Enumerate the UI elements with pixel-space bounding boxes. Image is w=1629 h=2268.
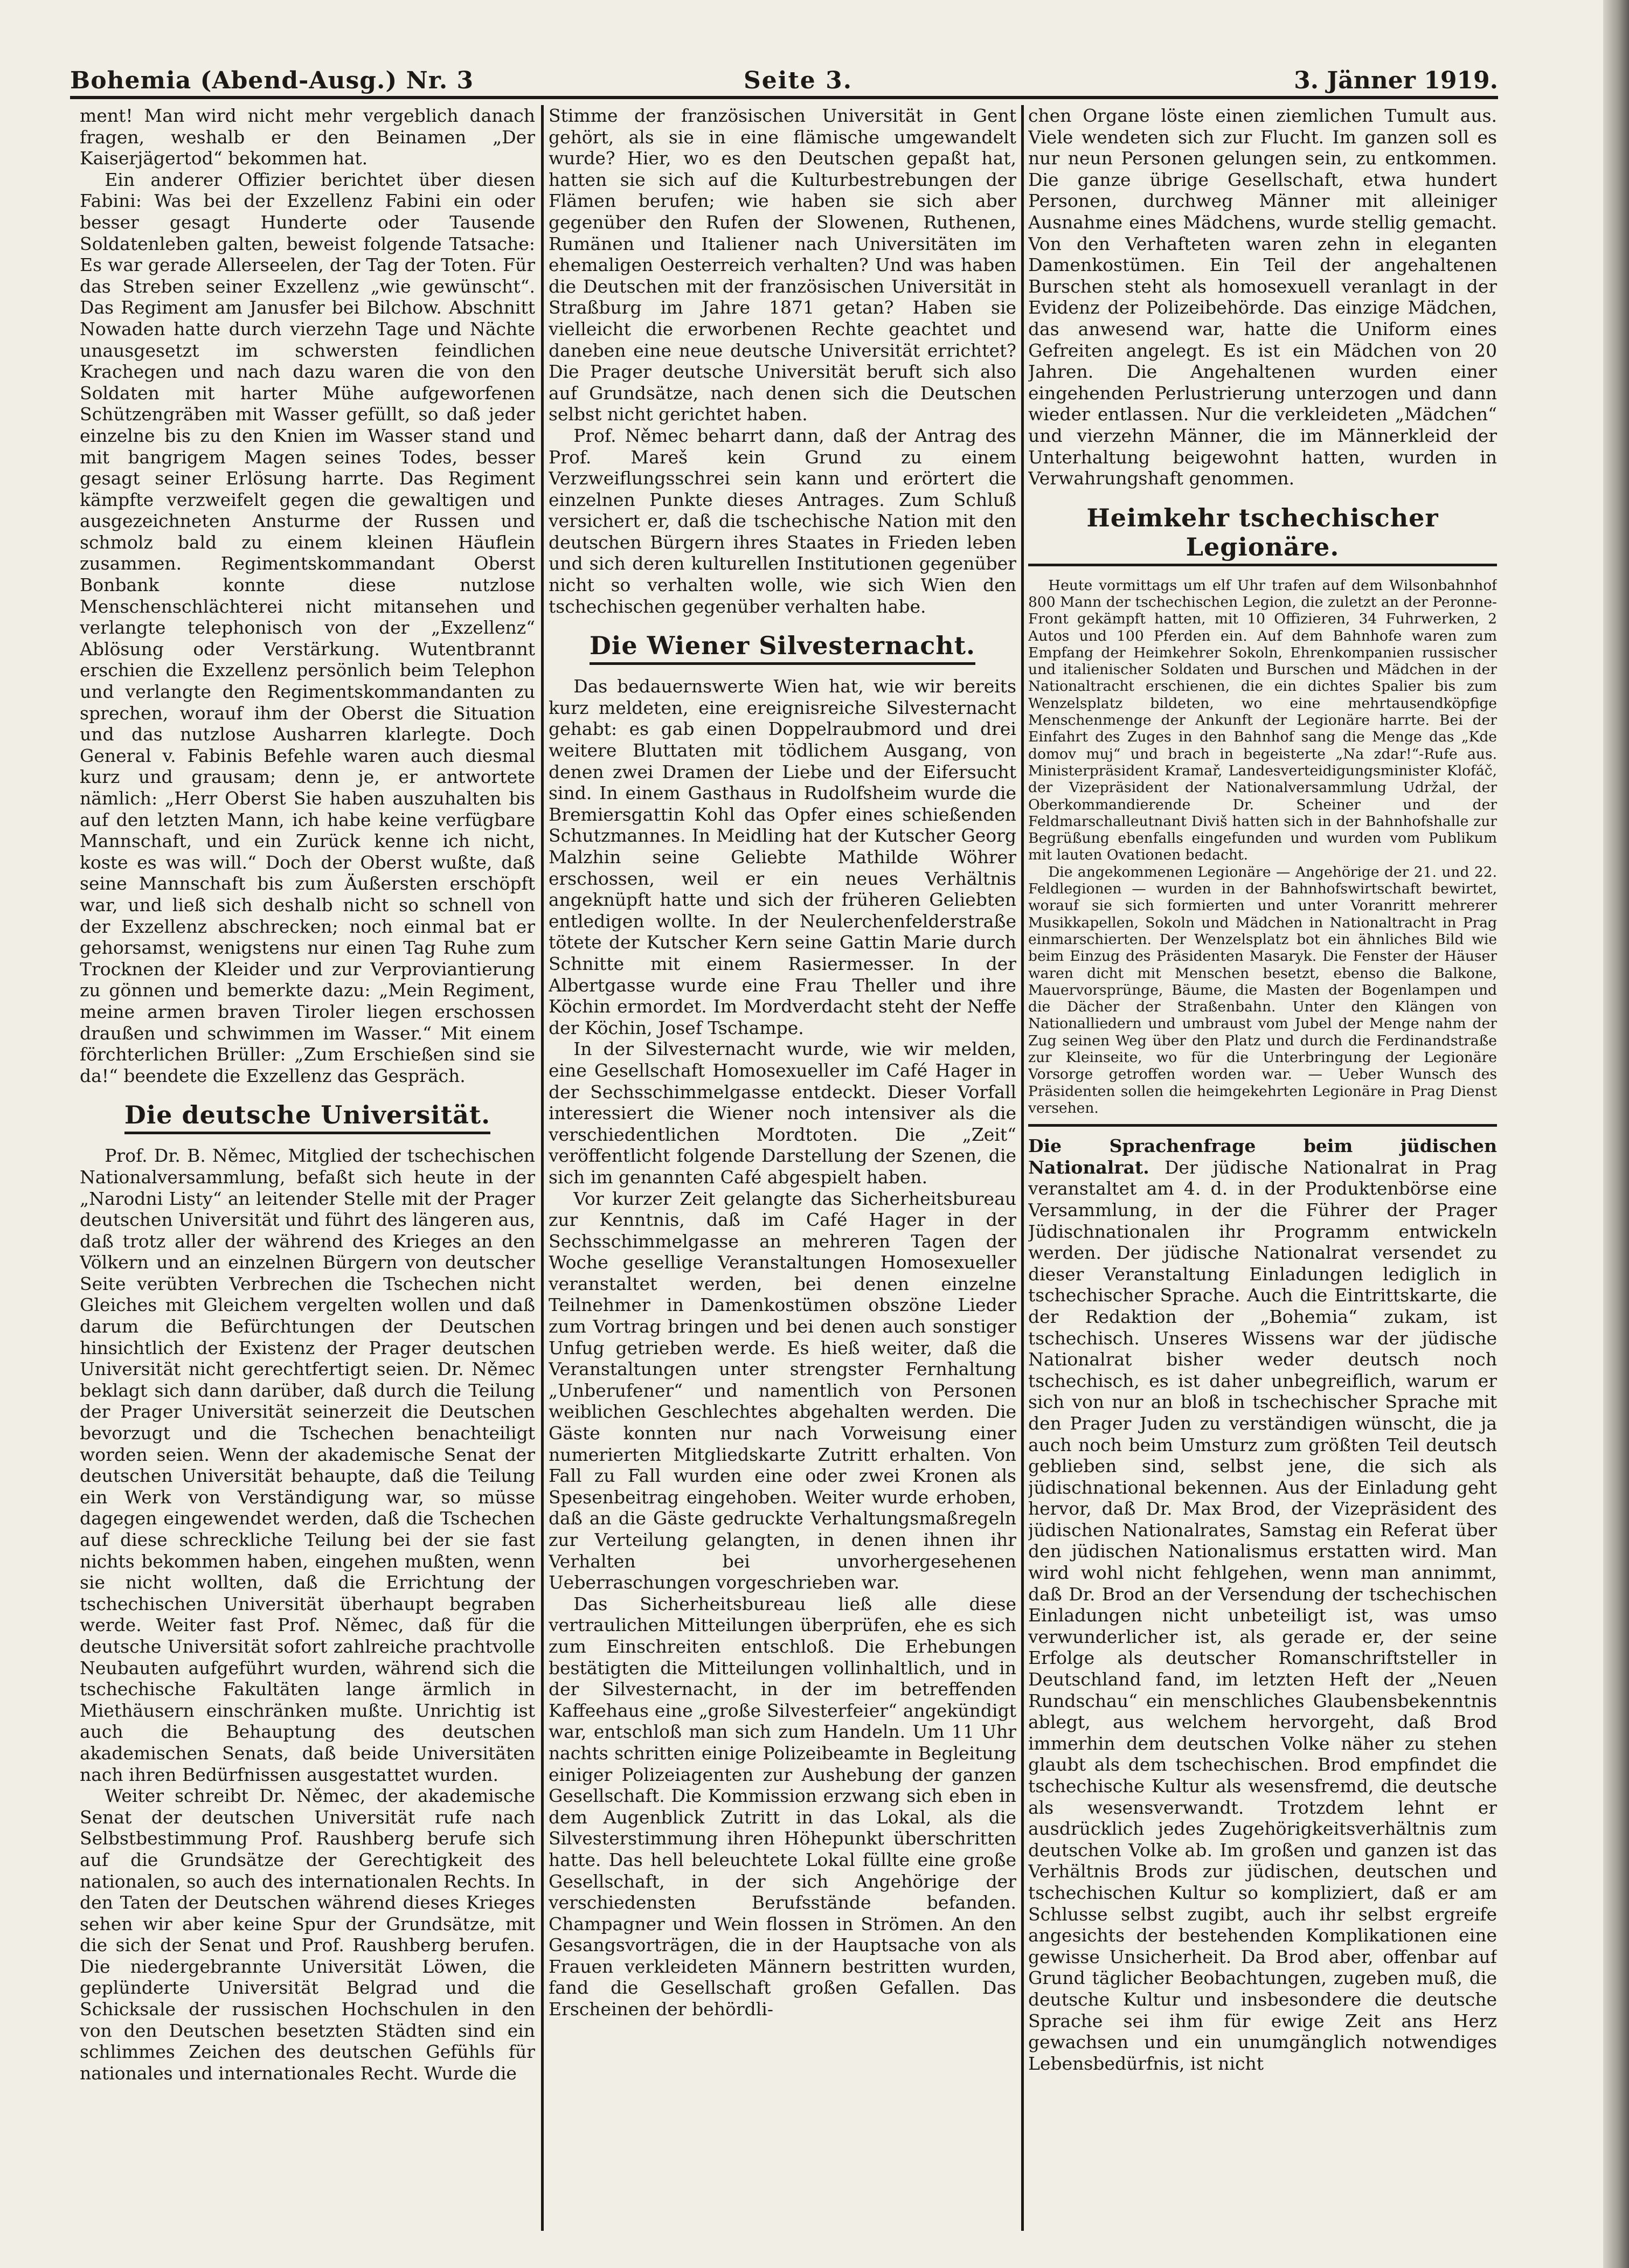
article-continuation: Stimme der französischen Universität in Gent gehört, als sie in eine flämische umgewandelt wurde? Hier, wo es den Deutschen gepaßt hat, hatten sie sich auf die Kulturbestrebungen der Flämen berufen; wie haben sie sich aber gegenüber den Rufen der Slowenen, Ruthenen, Rumänen und Italiener nach Universitäten im ehemaligen Oesterreich verhalten? Und was haben die Deutschen mit der französischen Universität in Straßburg im Jahre 1871 getan? Haben sie vielleicht die erworbenen Rechte geachtet und daneben eine neue deutsche Universität errichtet? Die Prager deutsche Universität beruft sich also auf Grundsätze, nach denen sich die Deutschen selbst nicht gerichtet haben. [549, 105, 1016, 425]
article-paragraph: Das bedauernswerte Wien hat, wie wir bereits kurz meldeten, eine ereignisreiche Silvesternacht gehabt: es gab einen Doppelraubmord und drei weitere Bluttaten mit tödlichem Ausgang, von denen zwei Dramen der Liebe und der Eifersucht sind. In einem Gasthaus in Rudolfsheim wurde die Bremiersgattin Kohl das Opfer eines schießenden Schutzmannes. In Meidling hat der Kutscher Georg Malzhin seine Geliebte Mathilde Wöhrer erschossen, weil er ein neues Verhältnis angeknüpft hatte und sich der früheren Geliebten entledigen wollte. In der Neulerchenfelderstraße tötete der Kutscher Kern seine Gattin Marie durch Schnitte mit einem Rasiermesser. In der Albertgasse wurde eine Frau Theller und ihre Köchin ermordet. Im Mordverdacht steht der Neffe der Köchin, Josef Tschampe. [549, 676, 1016, 1038]
header-rule [70, 96, 1498, 99]
article-paragraph: Weiter schreibt Dr. Němec, der akademische Senat der deutschen Universität rufe nach Selbstbestimmung Prof. Raushberg berufe sich auf die Grundsätze der Gerechtigkeit des nationalen, so auch des internationalen Rechts. In den Taten der Deutschen während dieses Krieges sehen wir aber keine Spur der Grundsätze, mit die sich der Senat und Prof. Raushberg berufen. Die niedergebrannte Universität Löwen, die geplünderte Universität Belgrad und die Schicksale der russischen Hochschulen in den von den Deutschen besetzten Städten sind ein schlimmes Zeichen des deutschen Gefühls für nationales und internationales Recht. Wurde die [80, 1785, 535, 2084]
article-paragraph [1028, 1135, 1497, 2074]
article-text: Der jüdische Nationalrat in Prag veranstaltet am 4. d. in der Produktenbörse eine Versammlung, in der die Führer der Prager Jüdischnationalen ihr Programm entwickeln werden. Der jüdische Nationalrat versendet zu dieser Veranstaltung Einladungen lediglich in tschechischer Sprache. Auch die Eintrittskarte, die der Redaktion der „Bohemia“ zukam, ist tschechisch. Unseres Wissens war der jüdische Nationalrat bisher weder deutsch noch tschechisch, es ist daher unbegreiflich, warum er sich von nur an bloß in tschechischer Sprache mit den Prager Juden zu verständigen wünscht, die ja auch noch beim Umsturz zum größten Teil deutsch geblieben sind, selbst jene, die sich als jüdischnational bekennen. Aus der Einladung geht hervor, daß Dr. Max Brod, der Vizepräsident des jüdischen Nationalrates, Samstag ein Referat über den jüdischen Nationalismus erstatten wird. Man wird wohl nicht fehlgehen, wenn man annimmt, daß Dr. Brod an der Versendung der tschechischen Einladungen nicht unbeteiligt ist, was umso verwunderlicher ist, als gerade er, der seine Erfolge als deutscher Romanschriftsteller in Deutschland fand, im letzten Heft der „Neuen Rundschau“ ein menschliches Glaubensbekenntnis ablegt, aus welchem hervorgeht, daß Brod immerhin dem deutschen Volke näher zu stehen glaubt als dem tschechischen. Brod empfindet die tschechische Kultur als wesensfremd, die deutsche als wesensverwandt. Trotzdem lehnt er ausdrücklich jedes Zugehörigkeitsverhältnis zum deutschen Volke ab. Im großen und ganzen ist das Verhältnis Brods zur jüdischen, deutschen und tschechischen Kultur so kompliziert, daß er am Schlusse selbst zugibt, auch ihr selbst ergreife angesichts der bestehenden Komplikationen eine gewisse Unsicherheit. Da Brod aber, offenbar auf Grund täglicher Beobachtungen, zugeben muß, die deutsche Kultur und insbesondere die deutsche Sprache sei ihm für ewige Zeit ans Herz gewachsen und ein unumgänglich notwendiges Lebensbedürfnis, ist nicht [1028, 1156, 1497, 2074]
article-paragraph: Prof. Němec beharrt dann, daß der Antrag des Prof. Mareš kein Grund zu einem Verzweiflungsschrei sein kann und erörtert die einzelnen Punkte dieses Antrages. Zum Schluß versichert er, daß die tschechische Nation mit den deutschen Bürgern ihres Staates in Frieden leben und sich deren kulturellen Institutionen gegenüber nicht so verhalten wolle, wie sich Wien den tschechischen gegenüber verhalten habe. [549, 425, 1016, 617]
article-continuation: chen Organe löste einen ziemlichen Tumult aus. Viele wendeten sich zur Flucht. Im ganzen soll es nur neun Personen gelungen sein, zu entkommen. Die ganze übrige Gesellschaft, etwa hundert Personen, durchweg Männer mit alleiniger Ausnahme eines Mädchens, wurde stellig gemacht. Von den Verhafteten waren zehn in eleganten Damenkostümen. Ein Teil der angehaltenen Burschen steht als homosexuell veranlagt in der Evidenz der Polizeibehörde. Das einzige Mädchen, das anwesend war, hatte die Uniform eines Gefreiten angelegt. Es ist ein Mädchen von 20 Jahren. Die Angehaltenen wurden einer eingehenden Perlustrierung unterzogen und dann wieder entlassen. Nur die verkleideten „Mädchen“ und vierzehn Männer, die im Männerkleid der Unterhaltung beigewohnt hatten, wurden in Verwahrungshaft genommen. [1028, 105, 1497, 489]
article-headline-legionaere [1028, 503, 1497, 566]
column-rule-1 [541, 105, 544, 2231]
section-divider [1028, 1124, 1497, 1127]
column-1 [80, 105, 535, 2236]
headline-text: Heimkehr tschechischer Legionäre. [1028, 503, 1497, 566]
article-headline-universitaet [80, 1100, 535, 1134]
article-paragraph: Ein anderer Offizier berichtet über diesen Fabini: Was bei der Exzellenz Fabini ein oder besser gesagt Hunderte oder Tausende Soldatenleben galten, beweist folgende Tatsache: Es war gerade Allerseelen, der Tag der Toten. Für das Streben seiner Exzellenz „wie gewünscht“. Das Regiment am Janusfer bei Bilchow. Abschnitt Nowaden hatte durch vierzehn Tage und Nächte unausgesetzt im schwersten feindlichen Krachegen und nach dazu waren die von den Soldaten mit harter Mühe aufgeworfenen Schützengräben mit Wasser gefüllt, so daß jeder einzelne bis zu den Knien im Wasser stand und mit bangrigem Magen seines Todes, besser gesagt seiner Erlösung harrte. Das Regiment kämpfte verzweifelt gegen die gewaltigen und ausgezeichneten Ansturme der Russen und schmolz bald zu einem kleinen Häuflein zusammen. Regimentskommandant Oberst Bonbank konnte diese nutzlose Menschenschlächterei nicht mitansehen und verlangte telephonisch von der „Exzellenz“ Ablösung oder Verstärkung. Wutentbrannt erschien die Exzellenz persönlich beim Telephon und verlangte den Regimentskommandanten zu sprechen, worauf ihm der Oberst die Situation und das nutzlose Ausharren klarlegte. Doch General v. Fabinis Befehle waren auch diesmal kurz und grausam; denn je, er antwortete nämlich: „Herr Oberst Sie haben auszuhalten bis auf den letzten Mann, ich habe keine verfügbare Mannschaft, und ein Zurück kenne ich nicht, koste es was will.“ Doch der Oberst wußte, daß seine Mannschaft bis zum Äußersten erschöpft war, und ließ sich deshalb nicht so schnell von der Exzellenz abschrecken; noch einmal bat er gehorsamst, wenigstens nur einen Tag Ruhe zum Trocknen der Kleider und zur Verproviantierung zu gönnen und bemerkte dazu: „Mein Regiment, meine armen braven Tiroler liegen erschossen draußen und schwimmen im Wasser.“ Mit einem förchterlichen Brüller: „Zum Erschießen sind sie da!“ beendete die Exzellenz das Gespräch. [80, 169, 535, 1086]
headline-text: Die deutsche Universität. [124, 1100, 490, 1134]
column-3 [1028, 105, 1497, 2236]
article-paragraph: Vor kurzer Zeit gelangte das Sicherheitsbureau zur Kenntnis, daß im Café Hager in der Sechsschimmelgasse an mehreren Tagen der Woche gesellige Veranstaltungen Homosexueller veranstaltet werden, bei denen einzelne Teilnehmer in Damenkostümen obszöne Lieder zum Vortrag bringen und bei denen auch sonstiger Unfug getrieben werde. Es hieß weiter, daß die Veranstaltungen unter strengster Fernhaltung „Unberufener“ und namentlich von Personen weiblichen Geschlechtes abgehalten werden. Die Gäste konnten nur nach Vorweisung einer numerierten Mitgliedskarte Zutritt erhalten. Von Fall zu Fall wurden eine oder zwei Kronen als Spesenbeitrag eingehoben. Weiter wurde erhoben, daß an die Gäste gedruckte Verhaltungsmaßregeln zur Verteilung gelangten, in denen ihnen ihr Verhalten bei unvorhergesehenen Ueberraschungen vorgeschrieben war. [549, 1188, 1016, 1593]
column-2 [549, 105, 1016, 2236]
column-rule-2 [1021, 105, 1024, 2231]
article-paragraph: Prof. Dr. B. Němec, Mitglied der tschechischen Nationalversammlung, befaßt sich heute in der „Narodni Listy“ an leitender Stelle mit der Prager deutschen Universität und führt des längeren aus, daß trotz aller der während des Krieges an den Völkern und an einzelnen Bürgern von deutscher Seite verübten Verbrechen die Tschechen nicht Gleiches mit Gleichem vergelten wollen und daß darum die Befürchtungen der Deutschen hinsichtlich der Existenz der Prager deutschen Universität nicht gerechtfertigt seien. Dr. Němec beklagt sich dann darüber, daß durch die Teilung der Prager Universität seinerzeit die Deutschen bevorzugt und die Tschechen benachteiligt worden seien. Wenn der akademische Senat der deutschen Universität behaupte, daß die Teilung ein Werk von Verständigung war, so müsse dagegen eingewendet werden, daß die Tschechen auf diese schreckliche Teilung bei der sie fast nichts bekommen haben, eingehen mußten, wenn sie nicht wollten, daß die Errichtung der tschechischen Universität überhaupt begraben werde. Weiter fast Prof. Němec, daß für die deutsche Universität sofort zahlreiche prachtvolle Neubauten aufgeführt wurden, während sich die tschechische Fakultäten lange ärmlich in Miethäusern einschränken mußte. Unrichtig ist auch die Behauptung des deutschen akademischen Senats, daß beide Universitäten nach ihren Bedürfnissen ausgestattet wurden. [80, 1145, 535, 1785]
article-headline-silvesternacht [549, 631, 1016, 665]
article-paragraph: In der Silvesternacht wurde, wie wir melden, eine Gesellschaft Homosexueller im Café Hager in der Sechsschimmelgasse entdeckt. Dieser Vorfall interessiert die Wiener noch intensiver als die verschiedentlichen Mordtoten. Die „Zeit“ veröffentlicht folgende Darstellung der Szenen, die sich im genannten Café abgespielt haben. [549, 1038, 1016, 1188]
article-paragraph: Heute vormittags um elf Uhr trafen auf dem Wilsonbahnhof 800 Mann der tschechischen Legion, die zuletzt an der Peronne-Front gekämpft hatten, mit 10 Offizieren, 34 Fuhrwerken, 2 Autos und 100 Pferden ein. Auf dem Bahnhofe waren zum Empfang der Heimkehrer Sokoln, Ehrenkompanien russischer und italienischer Soldaten und Burschen und Mädchen in der Nationaltracht erschienen, die ein dichtes Spalier bis zum Wenzelsplatz bildeten, wo eine mehrtausendköpfige Menschenmenge der Ankunft der Legionäre harrte. Bei der Einfahrt des Zuges in den Bahnhof sang die Menge das „Kde domov muj“ und brach in begeisterte „Na zdar!“-Rufe aus. Ministerpräsident Kramař, Landesverteidigungsminister Klofáč, der Vizepräsident der Nationalversammlung Udržal, der Oberkommandierende Dr. Scheiner und der Feldmarschalleutnant Diviš hatten sich in der Bahnhofshalle zur Begrüßung ebenfalls eingefunden und wurden vom Publikum mit lauten Ovationen bedacht. [1028, 577, 1497, 864]
headline-text: Die Wiener Silvesternacht. [590, 631, 975, 665]
scan-edge-shadow [1603, 0, 1629, 2268]
issue-date: 3. Jänner 1919. [1294, 67, 1498, 94]
article-continuation: ment! Man wird nicht mehr vergeblich danach fragen, weshalb er den Beinamen „Der Kaiserjägertod“ bekommen hat. [80, 105, 535, 169]
masthead-edition: Bohemia (Abend-Ausg.) Nr. 3 [70, 67, 474, 94]
inline-headline-sprachenfrage: Die Sprachenfrage beim jüdischen Nationalrat. [1028, 1135, 1497, 1178]
article-paragraph: Die angekommenen Legionäre — Angehörige der 21. und 22. Feldlegionen — wurden in der Bahnhofswirtschaft bewirtet, worauf sie sich formierten und unter Voranritt mehrerer Musikkapellen, Sokoln und Mädchen in Nationaltracht in Prag einmarschierten. Der Wenzelsplatz bot ein ähnliches Bild wie beim Einzug des Präsidenten Masaryk. Die Fenster der Häuser waren dicht mit Menschen besetzt, ebenso die Balkone, Mauervorsprünge, Bäume, die Masten der Bogenlampen und die Dächer der Straßenbahn. Unter den Klängen von Nationalliedern und umbraust vom Jubel der Menge nahm der Zug seinen Weg über den Platz und durch die Ferdinandstraße zur Kleinseite, wo für die Unterbringung der Legionäre Vorsorge getroffen worden war. — Ueber Wunsch des Präsidenten sollen die heimgekehrten Legionäre in Prag Dienst versehen. [1028, 863, 1497, 1116]
page-number: Seite 3. [744, 67, 853, 94]
article-paragraph: Das Sicherheitsbureau ließ alle diese vertraulichen Mitteilungen überprüfen, ehe es sich zum Einschreiten entschloß. Die Erhebungen bestätigten die Mitteilungen vollinhaltlich, und in der Silvesternacht, in der im betreffenden Kaffeehaus eine „große Silvesterfeier“ angekündigt war, entschloß man sich zum Handeln. Um 11 Uhr nachts schritten einige Polizeibeamte in Begleitung einiger Polizeiagenten zur Aushebung der ganzen Gesellschaft. Die Kommission erzwang sich eben in dem Augenblick Zutritt in das Lokal, als die Silvesterstimmung ihren Höhepunkt überschritten hatte. Das hell beleuchtete Lokal füllte eine große Gesellschaft, in der sich Angehörige der verschiedensten Berufsstände befanden. Champagner und Wein flossen in Strömen. An den Gesangsvorträgen, die in der Hauptsache von als Frauen verkleideten Männern bestritten wurden, fand die Gesellschaft großen Gefallen. Das Erscheinen der behördli- [549, 1593, 1016, 2020]
small-print-article [1028, 577, 1497, 1117]
